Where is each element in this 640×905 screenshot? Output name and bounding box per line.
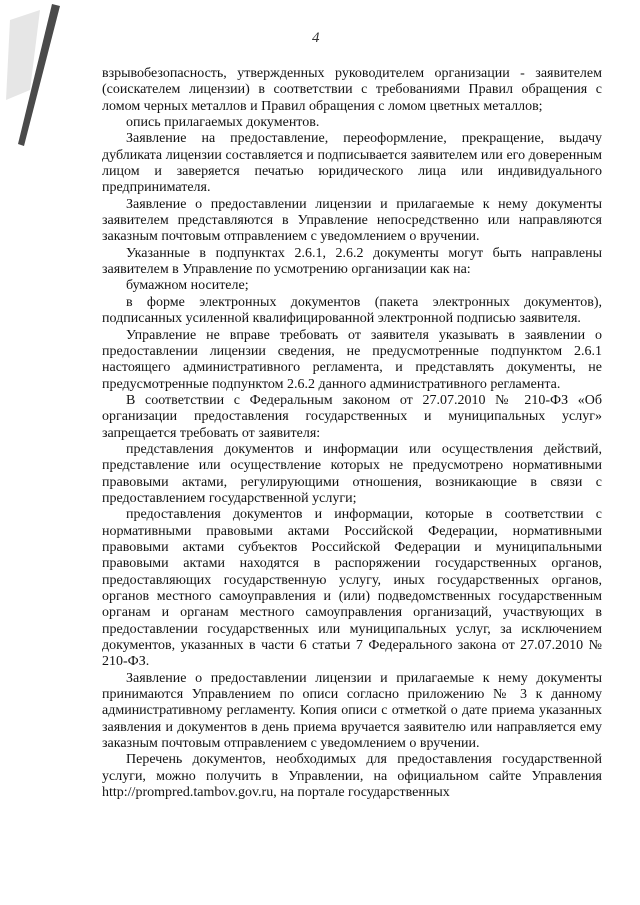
page-number: 4 xyxy=(312,30,320,46)
paragraph: Перечень документов, необходимых для предоставления государственной услуги, можно получить в Управлении, на официальном сайте Управления http://prompred.tambov.gov.ru, на портале государственных xyxy=(102,752,602,801)
paragraph: Заявление о предоставлении лицензии и прилагаемые к нему документы принимаются Управлением по описи согласно приложению № 3 к данному административному регламенту. Копия описи с отметкой о дате приема указанных заявления и документов в день приема вручается заявителю или направляется ему заказным почтовым отправлением с уведомлением о вручении. xyxy=(102,670,602,752)
paragraph: Заявление на предоставление, переоформление, прекращение, выдачу дубликата лицензии составляется и подписывается заявителем или его доверенным лицом и заверяется печатью юридического лица или индивидуального предпринимателя. xyxy=(102,131,602,196)
paragraph: Заявление о предоставлении лицензии и прилагаемые к нему документы заявителем представляются в Управление непосредственно или направляются заказным почтовым отправлением с уведомлением о вручении. xyxy=(102,196,602,245)
scan-edge-artifact xyxy=(0,0,70,150)
paragraph: Управление не вправе требовать от заявителя указывать в заявлении о предоставлении лицензии сведения, не предусмотренные подпунктом 2.6.1 настоящего административного регламента, и представлять документы, не предусмотренные подпунктом 2.6.2 данного административного регламента. xyxy=(102,327,602,392)
paragraph: Указанные в подпунктах 2.6.1, 2.6.2 документы могут быть направлены заявителем в Управление по усмотрению организации как на: xyxy=(102,245,602,278)
paragraph: взрывобезопасность, утвержденных руководителем организации - заявителем (соискателем лицензии) в соответствии с требованиями Правил обращения с ломом черных металлов и Правил обращения с ломом цветных металлов; xyxy=(102,66,602,114)
paragraph: в форме электронных документов (пакета электронных документов), подписанных усиленной квалифицированной электронной подписью заявителя. xyxy=(102,294,602,327)
paragraph: опись прилагаемых документов. xyxy=(126,115,320,131)
paragraph: бумажном носителе; xyxy=(126,278,249,294)
paragraph: представления документов и информации или осуществления действий, представление или осуществление которых не предусмотрено нормативными правовыми актами, регулирующими отношения, возникающие в связи с предоставлением государственной услуги; xyxy=(102,441,602,506)
paragraph: В соответствии с Федеральным законом от 27.07.2010 № 210-ФЗ «Об организации предоставления государственных и муниципальных услуг» запрещается требовать от заявителя: xyxy=(102,392,602,441)
paragraph: предоставления документов и информации, которые в соответствии с нормативными правовыми актами Российской Федерации, нормативными правовыми актами субъектов Российской Федерации и муниципальными правовыми актами находятся в распоряжении государственных органов, предоставляющих государственную услугу, иных государственных органов, органов местного самоуправления и (или) подведомственных государственным органам и органам местного самоуправления организаций, участвующих в предоставлении государственных или муниципальных услуг, за исключением документов, указанных в части 6 статьи 7 Федерального закона от 27.07.2010 № 210-ФЗ. xyxy=(102,507,602,670)
document-body xyxy=(102,66,602,801)
